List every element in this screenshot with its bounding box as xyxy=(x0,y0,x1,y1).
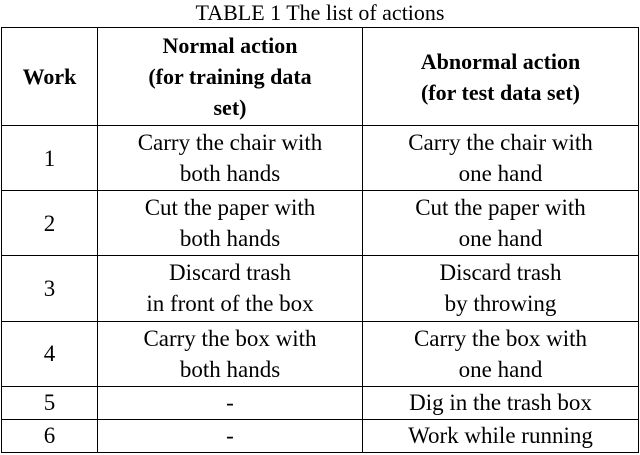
normal-action-cell xyxy=(98,191,363,256)
cell-line: one hand xyxy=(458,356,543,382)
abnormal-action-cell xyxy=(363,386,639,419)
cell-line: Cut the paper with xyxy=(144,195,316,221)
table-row xyxy=(2,191,639,256)
cell-line: one hand xyxy=(458,161,543,187)
table-row xyxy=(2,419,639,452)
header-normal-line: Normal action xyxy=(162,33,298,58)
work-number: 3 xyxy=(2,256,98,321)
normal-action-cell xyxy=(98,321,363,386)
table-row xyxy=(2,256,639,321)
cell-line: Carry the box with xyxy=(413,325,588,351)
work-number: 6 xyxy=(2,419,98,452)
header-abnormal-action xyxy=(363,28,639,126)
header-normal-action xyxy=(98,28,363,126)
cell-line: Carry the box with xyxy=(143,325,317,351)
table-caption: TABLE 1 The list of actions xyxy=(195,0,445,25)
abnormal-action-cell xyxy=(363,191,639,256)
work-number: 4 xyxy=(2,321,98,386)
actions-table xyxy=(1,27,639,453)
header-work: Work xyxy=(2,28,98,126)
table-header-row xyxy=(2,28,639,126)
cell-line: - xyxy=(226,390,234,416)
cell-line: both hands xyxy=(179,226,281,252)
work-number: 2 xyxy=(2,191,98,256)
abnormal-action-cell xyxy=(363,321,639,386)
cell-line: by throwing xyxy=(444,291,557,317)
header-abnormal-line: Abnormal action xyxy=(420,48,581,74)
cell-line: - xyxy=(226,423,234,449)
cell-line: Dig in the trash box xyxy=(409,390,592,416)
work-number: 5 xyxy=(2,386,98,419)
abnormal-action-cell xyxy=(363,126,639,191)
cell-line: Carry the chair with xyxy=(137,130,323,156)
cell-line: Discard trash xyxy=(169,260,291,286)
table-row xyxy=(2,321,639,386)
work-number: 1 xyxy=(2,126,98,191)
cell-line: Carry the chair with xyxy=(408,130,593,156)
normal-action-cell xyxy=(98,419,363,452)
abnormal-action-cell xyxy=(363,256,639,321)
cell-line: in front of the box xyxy=(146,291,314,317)
normal-action-cell xyxy=(98,126,363,191)
cell-line: one hand xyxy=(458,226,543,252)
header-abnormal-line: (for test data set) xyxy=(420,79,581,105)
cell-line: Cut the paper with xyxy=(415,195,586,221)
normal-action-cell xyxy=(98,386,363,419)
cell-line: Discard trash xyxy=(439,260,562,286)
table-row xyxy=(2,386,639,419)
header-normal-line: (for training data xyxy=(148,64,312,89)
normal-action-cell xyxy=(98,256,363,321)
header-normal-line: set) xyxy=(213,95,247,120)
abnormal-action-cell xyxy=(363,419,639,452)
cell-line: Work while running xyxy=(408,423,593,449)
cell-line: both hands xyxy=(179,161,281,187)
table-row xyxy=(2,126,639,191)
cell-line: both hands xyxy=(179,356,281,382)
